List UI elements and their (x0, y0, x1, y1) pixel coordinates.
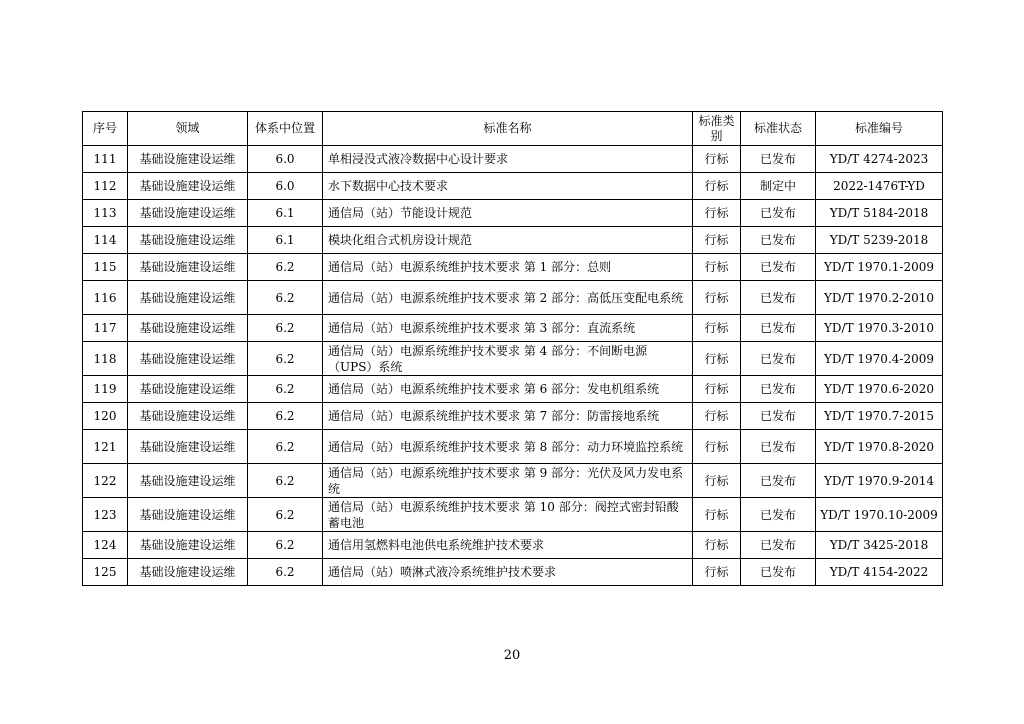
cell-status: 已发布 (741, 227, 816, 254)
cell-name: 通信用氢燃料电池供电系统维护技术要求 (323, 532, 693, 559)
cell-position: 6.2 (248, 559, 323, 586)
cell-category: 行标 (693, 559, 741, 586)
cell-index: 118 (83, 342, 128, 376)
cell-domain: 基础设施建设运维 (128, 498, 248, 532)
cell-name: 通信局（站）电源系统维护技术要求 第 6 部分：发电机组系统 (323, 376, 693, 403)
cell-domain: 基础设施建设运维 (128, 559, 248, 586)
cell-domain: 基础设施建设运维 (128, 376, 248, 403)
cell-index: 111 (83, 146, 128, 173)
cell-domain: 基础设施建设运维 (128, 227, 248, 254)
cell-index: 124 (83, 532, 128, 559)
cell-index: 112 (83, 173, 128, 200)
cell-number: YD/T 1970.1-2009 (816, 254, 943, 281)
cell-number: YD/T 5239-2018 (816, 227, 943, 254)
cell-index: 119 (83, 376, 128, 403)
cell-number: YD/T 1970.3-2010 (816, 315, 943, 342)
cell-domain: 基础设施建设运维 (128, 173, 248, 200)
cell-number: YD/T 1970.9-2014 (816, 464, 943, 498)
cell-position: 6.2 (248, 254, 323, 281)
cell-domain: 基础设施建设运维 (128, 342, 248, 376)
cell-index: 116 (83, 281, 128, 315)
table-row (83, 254, 943, 281)
cell-name: 通信局（站）电源系统维护技术要求 第 3 部分：直流系统 (323, 315, 693, 342)
cell-domain: 基础设施建设运维 (128, 315, 248, 342)
cell-position: 6.2 (248, 376, 323, 403)
cell-status: 已发布 (741, 532, 816, 559)
cell-status: 已发布 (741, 200, 816, 227)
table-row (83, 146, 943, 173)
cell-category: 行标 (693, 200, 741, 227)
cell-category: 行标 (693, 342, 741, 376)
cell-name: 通信局（站）电源系统维护技术要求 第 4 部分：不间断电源（UPS）系统 (323, 342, 693, 376)
standards-table (82, 111, 943, 586)
cell-number: YD/T 1970.2-2010 (816, 281, 943, 315)
cell-index: 121 (83, 430, 128, 464)
table-row (83, 281, 943, 315)
cell-index: 115 (83, 254, 128, 281)
table-row (83, 498, 943, 532)
table-row (83, 173, 943, 200)
page-number: 20 (503, 648, 521, 663)
cell-number: 2022-1476T-YD (816, 173, 943, 200)
cell-position: 6.2 (248, 315, 323, 342)
cell-domain: 基础设施建设运维 (128, 254, 248, 281)
cell-position: 6.1 (248, 200, 323, 227)
cell-index: 117 (83, 315, 128, 342)
cell-name: 水下数据中心技术要求 (323, 173, 693, 200)
cell-domain: 基础设施建设运维 (128, 200, 248, 227)
table-row (83, 532, 943, 559)
cell-number: YD/T 1970.8-2020 (816, 430, 943, 464)
cell-index: 122 (83, 464, 128, 498)
header-domain: 领域 (128, 112, 248, 146)
cell-category: 行标 (693, 146, 741, 173)
cell-status: 制定中 (741, 173, 816, 200)
cell-domain: 基础设施建设运维 (128, 146, 248, 173)
table-row (83, 315, 943, 342)
cell-status: 已发布 (741, 315, 816, 342)
cell-status: 已发布 (741, 376, 816, 403)
cell-name: 单相浸没式液冷数据中心设计要求 (323, 146, 693, 173)
cell-position: 6.2 (248, 342, 323, 376)
cell-position: 6.2 (248, 403, 323, 430)
cell-name: 通信局（站）电源系统维护技术要求 第 7 部分：防雷接地系统 (323, 403, 693, 430)
cell-domain: 基础设施建设运维 (128, 281, 248, 315)
cell-position: 6.2 (248, 464, 323, 498)
cell-index: 114 (83, 227, 128, 254)
table-row (83, 559, 943, 586)
table-header-row (83, 112, 943, 146)
cell-category: 行标 (693, 281, 741, 315)
cell-position: 6.2 (248, 498, 323, 532)
cell-category: 行标 (693, 376, 741, 403)
cell-status: 已发布 (741, 254, 816, 281)
cell-category: 行标 (693, 430, 741, 464)
table-body (83, 146, 943, 586)
cell-category: 行标 (693, 315, 741, 342)
cell-name: 通信局（站）电源系统维护技术要求 第 2 部分：高低压变配电系统 (323, 281, 693, 315)
cell-status: 已发布 (741, 146, 816, 173)
cell-name: 通信局（站）电源系统维护技术要求 第 9 部分：光伏及风力发电系统 (323, 464, 693, 498)
cell-name: 通信局（站）电源系统维护技术要求 第 10 部分：阀控式密封铅酸蓄电池 (323, 498, 693, 532)
cell-number: YD/T 4154-2022 (816, 559, 943, 586)
cell-position: 6.1 (248, 227, 323, 254)
cell-name: 通信局（站）节能设计规范 (323, 200, 693, 227)
cell-status: 已发布 (741, 281, 816, 315)
header-category: 标准类别 (693, 112, 741, 146)
header-name: 标准名称 (323, 112, 693, 146)
cell-domain: 基础设施建设运维 (128, 430, 248, 464)
cell-status: 已发布 (741, 559, 816, 586)
cell-name: 通信局（站）电源系统维护技术要求 第 8 部分：动力环境监控系统 (323, 430, 693, 464)
cell-category: 行标 (693, 254, 741, 281)
cell-category: 行标 (693, 464, 741, 498)
cell-index: 125 (83, 559, 128, 586)
cell-name: 通信局（站）喷淋式液冷系统维护技术要求 (323, 559, 693, 586)
cell-name: 模块化组合式机房设计规范 (323, 227, 693, 254)
cell-number: YD/T 1970.7-2015 (816, 403, 943, 430)
cell-name: 通信局（站）电源系统维护技术要求 第 1 部分：总则 (323, 254, 693, 281)
cell-index: 120 (83, 403, 128, 430)
cell-category: 行标 (693, 173, 741, 200)
cell-status: 已发布 (741, 430, 816, 464)
cell-position: 6.2 (248, 430, 323, 464)
cell-domain: 基础设施建设运维 (128, 464, 248, 498)
cell-category: 行标 (693, 227, 741, 254)
cell-number: YD/T 1970.4-2009 (816, 342, 943, 376)
cell-position: 6.2 (248, 281, 323, 315)
cell-category: 行标 (693, 532, 741, 559)
cell-position: 6.0 (248, 173, 323, 200)
table-row (83, 342, 943, 376)
cell-number: YD/T 3425-2018 (816, 532, 943, 559)
cell-domain: 基础设施建设运维 (128, 403, 248, 430)
cell-number: YD/T 1970.10-2009 (816, 498, 943, 532)
cell-number: YD/T 1970.6-2020 (816, 376, 943, 403)
cell-category: 行标 (693, 498, 741, 532)
table-row (83, 376, 943, 403)
cell-status: 已发布 (741, 464, 816, 498)
table-row (83, 403, 943, 430)
table-row (83, 200, 943, 227)
cell-status: 已发布 (741, 342, 816, 376)
table-row (83, 227, 943, 254)
header-status: 标准状态 (741, 112, 816, 146)
cell-index: 123 (83, 498, 128, 532)
cell-status: 已发布 (741, 403, 816, 430)
cell-index: 113 (83, 200, 128, 227)
cell-status: 已发布 (741, 498, 816, 532)
table-row (83, 430, 943, 464)
cell-category: 行标 (693, 403, 741, 430)
header-number: 标准编号 (816, 112, 943, 146)
cell-domain: 基础设施建设运维 (128, 532, 248, 559)
cell-position: 6.0 (248, 146, 323, 173)
cell-number: YD/T 4274-2023 (816, 146, 943, 173)
header-index: 序号 (83, 112, 128, 146)
cell-position: 6.2 (248, 532, 323, 559)
header-position: 体系中位置 (248, 112, 323, 146)
cell-number: YD/T 5184-2018 (816, 200, 943, 227)
table-row (83, 464, 943, 498)
